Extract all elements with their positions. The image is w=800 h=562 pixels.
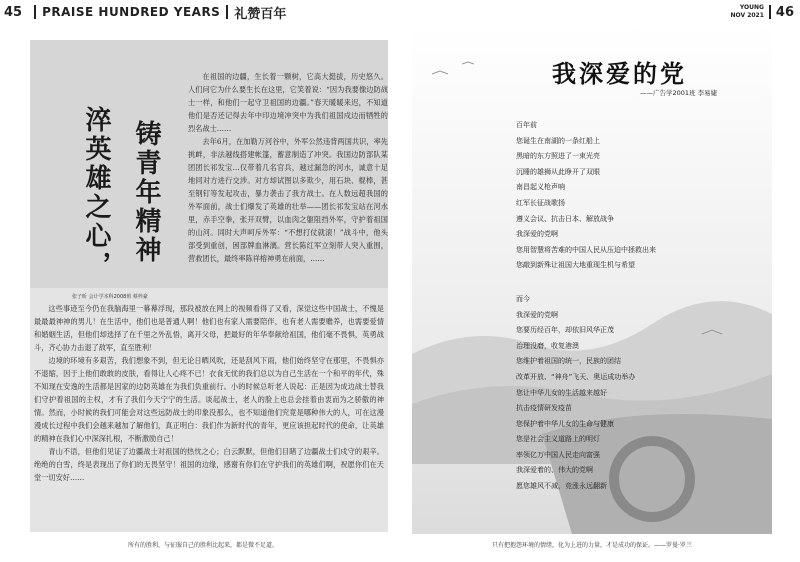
poem-author: ——广告学2001班 李易婕 <box>640 89 718 97</box>
poem-line: 您用智慧将苦难的中国人民从压迫中拯救出来 <box>516 245 656 254</box>
poem-line: 您维护着祖国的统一，民族的团结 <box>516 357 621 366</box>
poem-line: 治理没磨，收复港澳 <box>516 341 579 350</box>
poem-line: 我深爱着的、伟大的党啊 <box>516 466 593 475</box>
poem-line: 百年前 <box>516 121 537 129</box>
footer-quote-left: 所有的胜利，与征服自己的胜利比起来，都是微不足道。 <box>128 542 279 549</box>
article-paragraph: 边境的环境有多艰苦，我们想象不到，但无论日晒风吹，还是刮风下雨，他们始终坚守在那里，不畏惧亦不退缩，因于上他们敢敢的皮肤，看得让人心疼不已！衣食无忧的我们总以为自己生活在一个和平的年代，殊不知现在安逸的生活都是因家的边防英雄在为我们负重前行。小的时候总听老人说起：正是因为成边战士替我们守护着祖国的主权，才有了我们今天宁宁的生活。谈起战士，老人的脸上也总会挂着由衷而为之骄傲的神情。然而，小时候的我们可能会对这些远防战士的印象没那么，也不知道他们究竟是哪种伟大的人，可在这漫漫成长过程中我们会越来越加了解他们，真正明白：我们作为新时代的青年，更应该担起时代的使命，让英雄的精神在我们心中深深扎根，不断激励自己！ <box>34 356 384 443</box>
poem-line: 您是社会主义道路上的明灯 <box>516 435 600 444</box>
page-number-right: 46 <box>775 4 794 20</box>
poem-line: 我深爱的党啊 <box>516 310 558 319</box>
poem-page <box>412 24 772 534</box>
article-paragraph: 这些事迹至今仍在我脑海里一幕幕浮现，那段被放在网上的视频看得了又看，深觉这些中国战士，不愧是最最最神神的男儿！在生活中，他们也是普通人啊！他们也有家人需要陪伴，也有老人需要赡养，也需要爱情和婚姻生活，但他们却选择了在千里之外乱悟，离开父母，把最好的年华奉献给祖国，他们毫不畏惧，英勇战斗，齐心协力击退了敌军，直至胜利！ <box>34 304 384 352</box>
page-header-right <box>731 4 795 20</box>
poem-line: 您诞生在南湖的一条红船上 <box>516 136 600 145</box>
poem-line: 您敲到新殊让祖国大地重现生机与希望 <box>516 261 635 270</box>
header-title-en: PRAISE HUNDRED YEARS <box>42 5 221 19</box>
poem-line: 沉睡的雄狮从此睁开了双眼 <box>516 167 600 176</box>
issue-brand: YOUNG <box>739 4 764 11</box>
header-divider <box>34 5 36 19</box>
stanza-gap <box>516 274 656 292</box>
issue-date: NOV 2021 <box>730 12 764 19</box>
article-paragraph: 在祖国的边疆，生长着一颗树，它高大挺拔，历史悠久。人们问它为什么要生长在这里，它笑着说：“因为我要像边防战士一样，和他们一起守卫祖国的边疆。”春天暖暖来迟，不知道他们是否还记得去年中印边境冲突中为我们祖国戍边而牺牲的烈名战士…… <box>188 72 388 133</box>
article-paragraph: 去年6月，在加勒万河谷中，外军公然违背两国共识，率先挑衅，非法越线搭建帐篷，蓄意制造了冲突。我国边防部队某团团长祁发宝…仅带着几名官兵，越过漏急的河水，诚意十足地同对方进行交涉。对方却试图以多欺少，用石块、棍棒，甚至钢钉等发起攻击，暴力袭击了我方战士。在人数远超我国的外军面前，战士们爆发了英雄的壮举——团长祁发宝站在河水里，赤手空拳，张开双臂，以血肉之躯阻挡外军，守护着祖国的山河。同时大声呵斥外军：“不想打仗就滚！”战斗中，他头部受到重创，困部牌血淋漓。营长陈红军立刻带人突入重围，营救团长，最终率陈祥榕神勇在前面，…… <box>188 137 388 263</box>
poem-line: 我深爱的党啊 <box>516 230 558 239</box>
poem-line: 您让中华儿女的生活越来越好 <box>516 388 607 397</box>
header-divider <box>769 5 771 19</box>
article-paragraph: 青山不语，但他们见证了边疆战士对祖国的热忱之心；白云默默，但他们目睹了边疆战士们戍守的艰辛。绝绝的白雪，终是表现出了你们的无畏坚守！祖国的边缘，感谢有你们在守护我们的英雄们啊，祝愿你们在天堂一切安好…… <box>34 447 384 482</box>
article-intro-column <box>188 70 388 265</box>
calligraphy-title-line2: 铸青年精神 <box>131 120 161 265</box>
header-divider <box>226 5 228 19</box>
poem-title: 我深爱的党 <box>552 59 687 88</box>
poem-line: 而今 <box>516 294 530 303</box>
author-caption: 张子昕 会计学本科2008班 蔡梓豪 <box>72 294 148 300</box>
issue-meta <box>731 4 764 20</box>
header-title-cn: 礼赞百年 <box>234 6 287 22</box>
poem-line: 您要历经百年，却依旧风华正茂 <box>516 326 614 335</box>
poem-line: 红军长征战歌扬 <box>516 198 565 207</box>
poem-body <box>516 118 656 495</box>
poem-line: 愿您雄风不减，竞涨永远翻新 <box>516 482 607 491</box>
poem-line: 改革开放、“神舟”飞天、奥运成功举办 <box>516 372 636 381</box>
page-header-left <box>4 0 400 24</box>
poem-line: 南昌起义枪声响 <box>516 183 565 192</box>
calligraphy-title-line1: 淬英雄之心， <box>81 106 111 280</box>
article-body <box>34 302 384 484</box>
poem-line: 抗击疫情研发疫苗 <box>516 404 572 413</box>
page-number-left: 45 <box>4 4 23 20</box>
poem-line: 率领亿万中国人民走向富强 <box>516 450 600 459</box>
article-page <box>30 40 388 532</box>
poem-line: 遵义会议、抗击日本、解放战争 <box>516 214 614 223</box>
poem-line: 您保护着中华儿女的生命与健康 <box>516 419 614 428</box>
poem-line: 黑暗的东方照进了一束光亮 <box>516 152 600 161</box>
footer-quote-right: 只有把抱怨环境的情绪，化为上进的力量，才是成功的保证。——罗曼·罗兰 <box>492 542 692 549</box>
